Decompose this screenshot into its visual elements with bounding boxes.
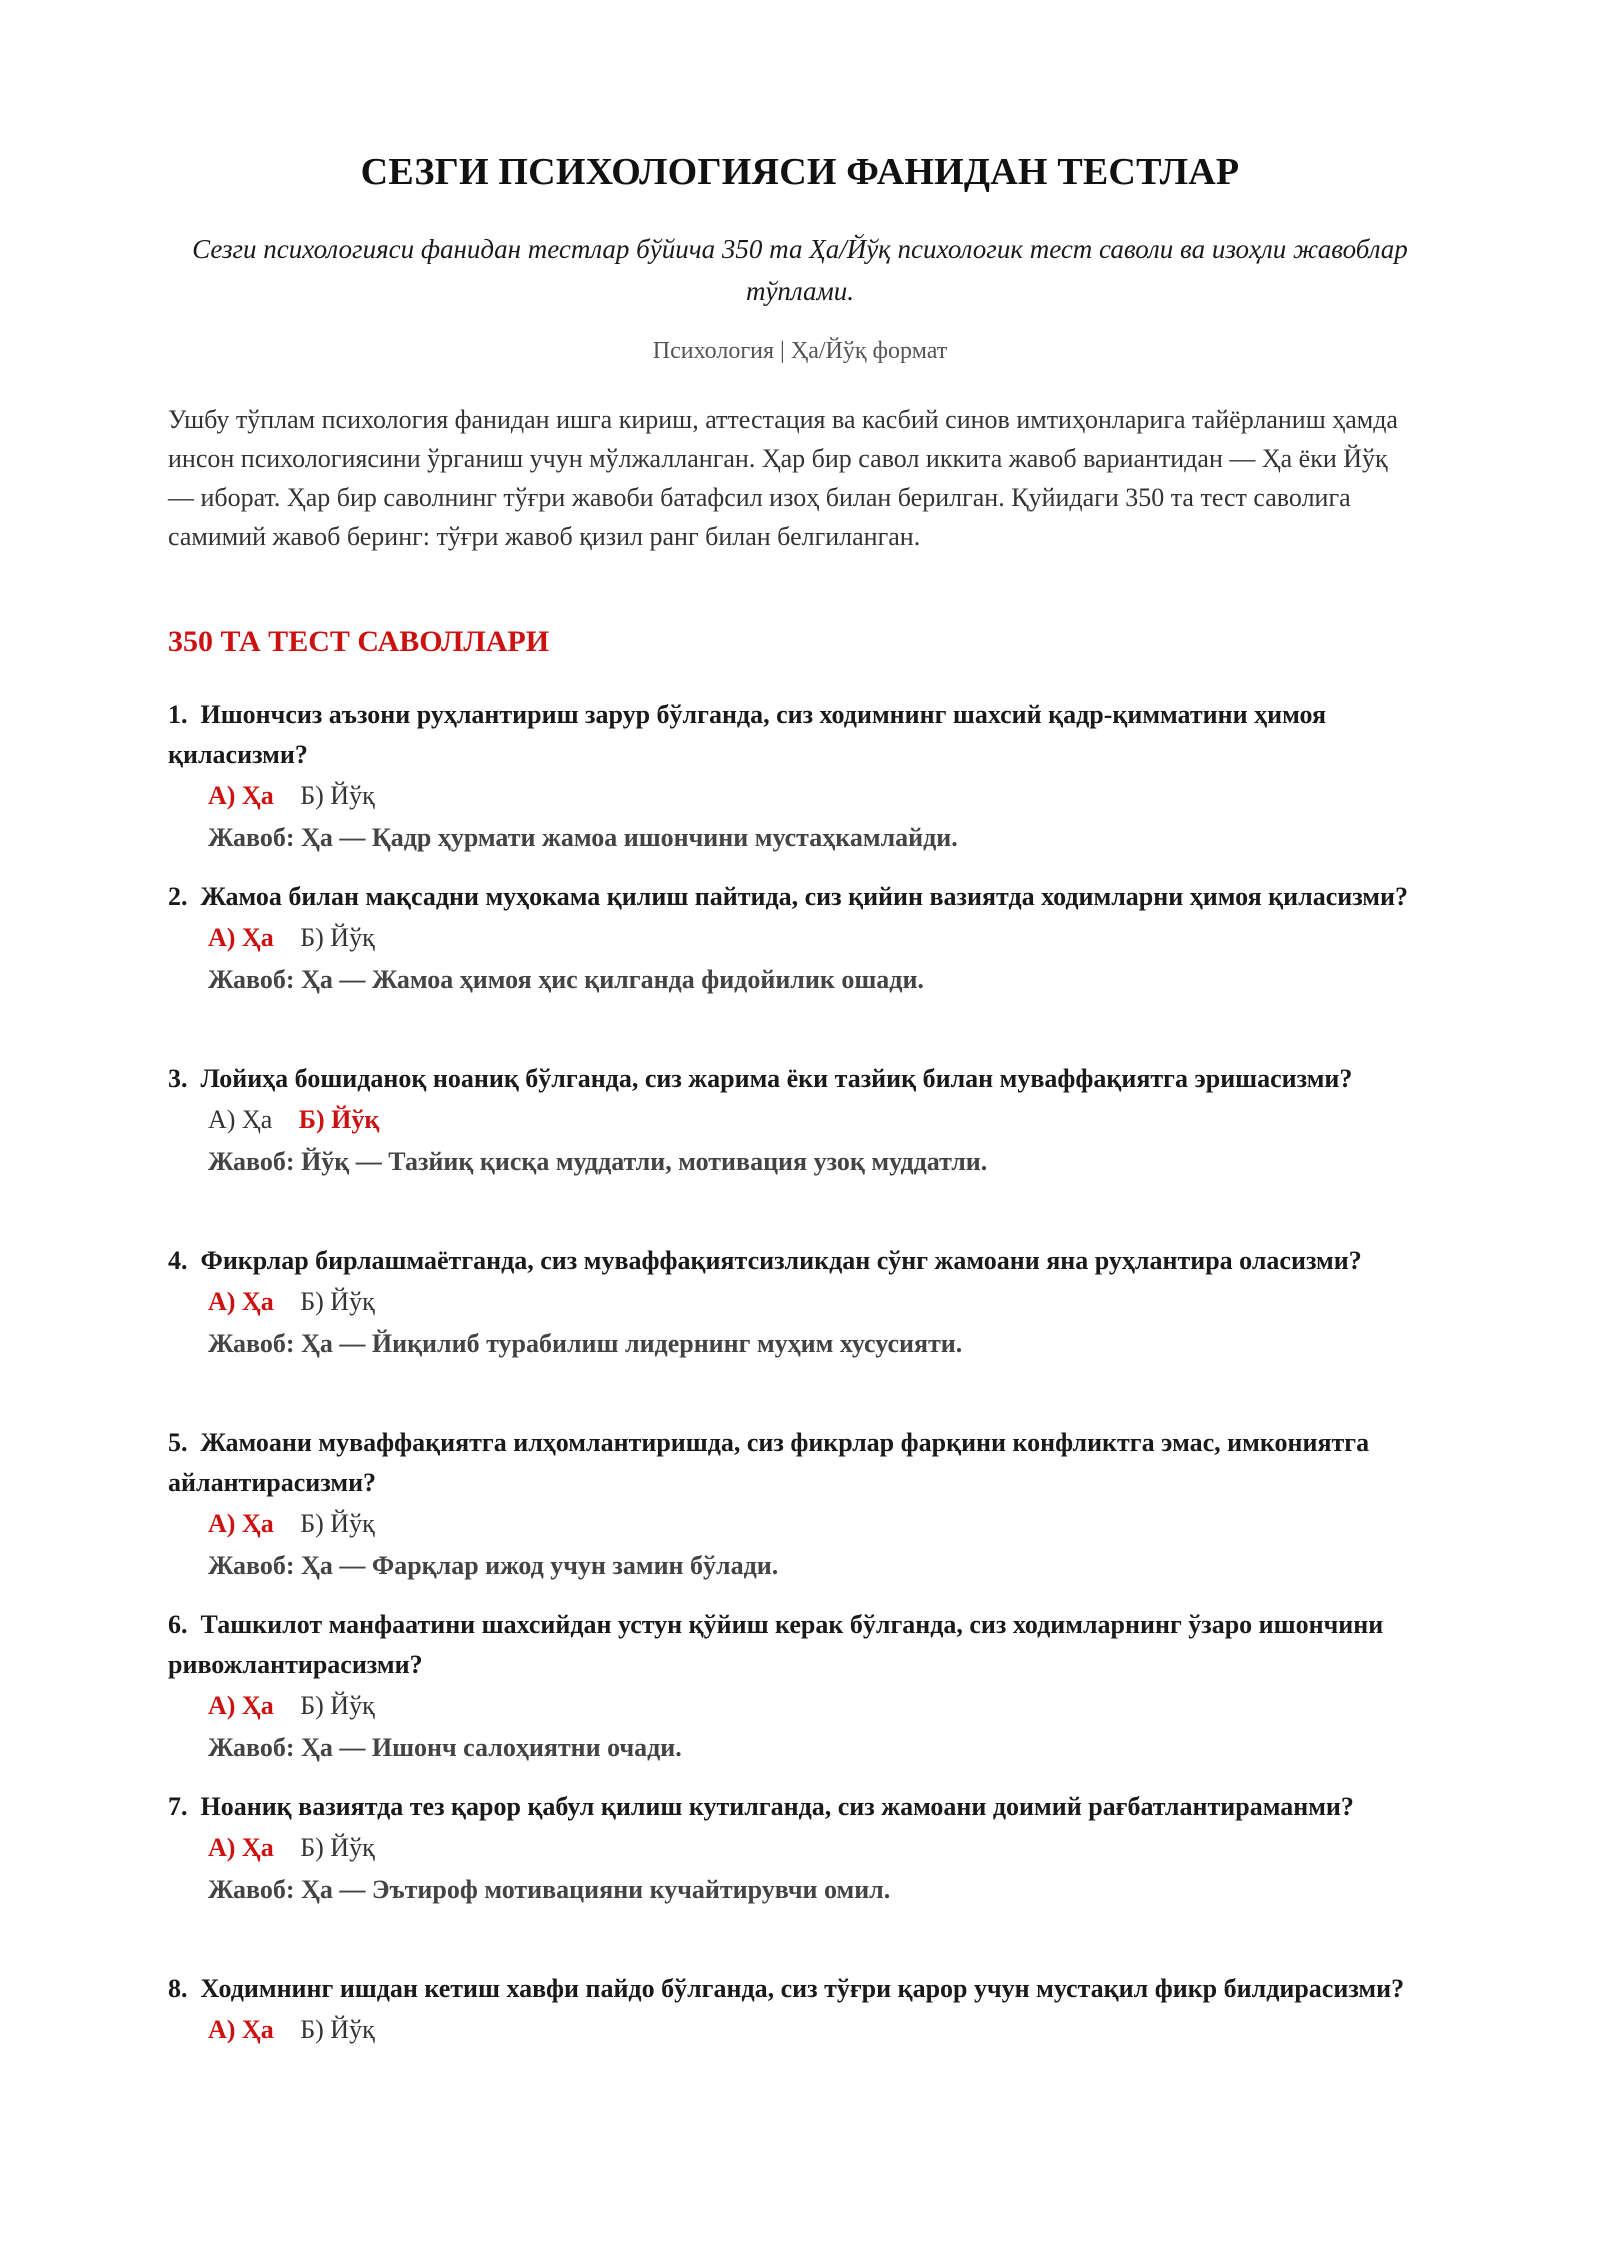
question-number: 3. xyxy=(168,1064,188,1093)
document-meta: Психология | Ҳа/Йўқ формат xyxy=(652,338,948,364)
question-item xyxy=(168,1423,1438,1585)
option-a[interactable]: А) Ҳа xyxy=(208,1509,274,1538)
answer-explanation: Жавоб: Ҳа — Эътироф мотивацияни кучайтирувчи омил. xyxy=(208,1875,891,1904)
answer-explanation: Жавоб: Ҳа — Жамоа ҳимоя ҳис қилганда фидойилик ошади. xyxy=(208,965,924,994)
question-text xyxy=(168,695,1438,775)
question-item xyxy=(168,877,1438,999)
question-number: 8. xyxy=(168,1974,188,2003)
option-a[interactable]: А) Ҳа xyxy=(208,1287,274,1316)
question-body: Ишончсиз аъзони руҳлантириш зарур бўлганда, сиз ходимнинг шахсий қадр-қимматини ҳимоя қиласизми? xyxy=(168,700,1327,769)
question-item xyxy=(168,1787,1438,1909)
option-a[interactable]: А) Ҳа xyxy=(208,1105,273,1134)
option-b[interactable]: Б) Йўқ xyxy=(300,1509,375,1538)
option-a[interactable]: А) Ҳа xyxy=(208,1833,274,1862)
question-number: 1. xyxy=(168,700,188,729)
question-text xyxy=(168,877,1438,917)
answer-options xyxy=(208,1283,1438,1321)
answer-explanation: Жавоб: Ҳа — Ишонч салоҳиятни очади. xyxy=(208,1733,682,1762)
option-b[interactable]: Б) Йўқ xyxy=(300,1833,375,1862)
answer-options xyxy=(208,1505,1438,1543)
option-b[interactable]: Б) Йўқ xyxy=(300,1691,375,1720)
question-item xyxy=(168,1241,1438,1363)
answer-options xyxy=(208,1829,1438,1867)
question-body: Лойиҳа бошиданоқ ноаниқ бўлганда, сиз жарима ёки тазйиқ билан муваффақиятга эришасизми? xyxy=(200,1064,1353,1093)
option-b[interactable]: Б) Йўқ xyxy=(298,1105,380,1134)
option-a[interactable]: А) Ҳа xyxy=(208,781,274,810)
option-a[interactable]: А) Ҳа xyxy=(208,923,274,952)
question-item xyxy=(168,1059,1438,1181)
option-b[interactable]: Б) Йўқ xyxy=(300,781,375,810)
question-text xyxy=(168,1605,1438,1685)
question-body: Фикрлар бирлашмаётганда, сиз муваффақиятсизликдан сўнг жамоани яна руҳлантира оласизми? xyxy=(200,1246,1362,1275)
option-b[interactable]: Б) Йўқ xyxy=(300,2015,375,2044)
question-item xyxy=(168,695,1438,857)
answer-options xyxy=(208,1101,1438,1139)
question-text xyxy=(168,1969,1438,2009)
question-body: Ноаниқ вазиятда тез қарор қабул қилиш кутилганда, сиз жамоани доимий рағбатлантираманми? xyxy=(200,1792,1354,1821)
question-body: Жамоани муваффақиятга илҳомлантиришда, сиз фикрлар фарқини конфликтга эмас, имкониятга айлантирасизми? xyxy=(168,1428,1370,1497)
question-number: 6. xyxy=(168,1610,188,1639)
question-text xyxy=(168,1787,1438,1827)
question-body: Ташкилот манфаатини шахсийдан устун қўйиш керак бўлганда, сиз ходимларнинг ўзаро ишончини ривожлантирасизми? xyxy=(168,1610,1384,1679)
question-item xyxy=(168,1969,1438,2049)
document-title: СЕЗГИ ПСИХОЛОГИЯСИ ФАНИДАН ТЕСТЛАР xyxy=(360,151,1240,193)
question-body: Ходимнинг ишдан кетиш хавфи пайдо бўлганда, сиз тўғри қарор учун мустақил фикр билдирасизми? xyxy=(200,1974,1405,2003)
answer-options xyxy=(208,1687,1438,1725)
question-number: 4. xyxy=(168,1246,188,1275)
question-body: Жамоа билан мақсадни муҳокама қилиш пайтида, сиз қийин вазиятда ходимларни ҳимоя қиласизми? xyxy=(200,882,1408,911)
question-text xyxy=(168,1423,1438,1503)
option-a[interactable]: А) Ҳа xyxy=(208,1691,274,1720)
option-b[interactable]: Б) Йўқ xyxy=(300,923,375,952)
question-number: 2. xyxy=(168,882,188,911)
answer-explanation: Жавоб: Ҳа — Қадр ҳурмати жамоа ишончини мустаҳкамлайди. xyxy=(208,823,958,852)
question-number: 7. xyxy=(168,1792,188,1821)
answer-options xyxy=(208,919,1438,957)
question-item xyxy=(168,1605,1438,1767)
intro-paragraph: Ушбу тўплам психология фанидан ишга кириш, аттестация ва касбий синов имтиҳонларига тайёрланиш ҳамда инсон психологиясини ўрганиш учун мўлжалланган. Ҳар бир савол иккита жавоб вариантидан — Ҳа ёки Йўқ — иборат. Ҳар бир саволнинг тўғри жавоби батафсил изоҳ билан берилган. Қуйидаги 350 та тест саволига самимий жавоб беринг: тўғри жавоб қизил ранг билан белгиланган. xyxy=(168,405,1398,551)
question-number: 5. xyxy=(168,1428,188,1457)
question-text xyxy=(168,1059,1438,1099)
answer-options xyxy=(208,777,1438,815)
question-text xyxy=(168,1241,1438,1281)
answer-explanation: Жавоб: Ҳа — Фарқлар ижод учун замин бўлади. xyxy=(208,1551,779,1580)
answer-explanation: Жавоб: Йўқ — Тазйиқ қисқа муддатли, мотивация узоқ муддатли. xyxy=(208,1147,988,1176)
option-b[interactable]: Б) Йўқ xyxy=(300,1287,375,1316)
answer-options xyxy=(208,2011,1438,2049)
section-heading: 350 ТА ТЕСТ САВОЛЛАРИ xyxy=(168,625,550,658)
answer-explanation: Жавоб: Ҳа — Йиқилиб турабилиш лидернинг муҳим хусусияти. xyxy=(208,1329,963,1358)
option-a[interactable]: А) Ҳа xyxy=(208,2015,274,2044)
document-subtitle: Сезги психологияси фанидан тестлар бўйича 350 та Ҳа/Йўқ психологик тест саволи ва изоҳли жавоблар тўплами. xyxy=(192,234,1408,306)
